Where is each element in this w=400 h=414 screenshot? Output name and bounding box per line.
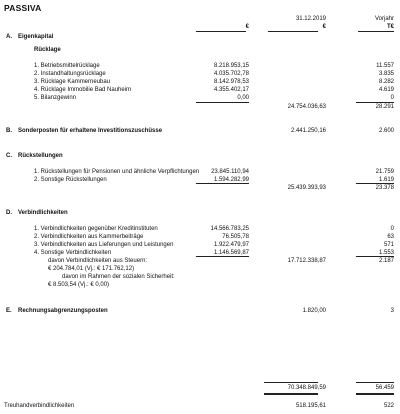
c-item-2-text: 2. Sonstige Rückstellungen xyxy=(34,177,107,183)
grand-total: 70.348.849,59 xyxy=(287,385,326,391)
a-total: 24.754.036,63 xyxy=(287,104,326,110)
a-item-3-prior: 8.282 xyxy=(378,79,394,85)
header-euro-1: € xyxy=(245,24,249,30)
d-subtotal-rule xyxy=(196,256,249,257)
a-item-5-value: 0,00 xyxy=(237,95,249,101)
a-item-1-prior: 11.557 xyxy=(376,63,394,69)
a-item-2-prior: 3.835 xyxy=(378,71,394,77)
section-c-letter: C. xyxy=(6,153,12,159)
e-total: 1.820,00 xyxy=(302,308,326,314)
header-date: 31.12.2019 xyxy=(295,16,326,22)
c-subtotal-rule xyxy=(196,183,249,184)
d-item-1-prior: 0 xyxy=(390,226,394,232)
header-rule-3 xyxy=(358,31,394,32)
d-note-4: € 8.503,54 (Vj.: € 0,00) xyxy=(48,282,110,288)
section-e-letter: E. xyxy=(6,308,12,314)
d-note-3: davon im Rahmen der sozialen Sicherheit: xyxy=(62,274,175,280)
c-total: 25.439.393,93 xyxy=(287,185,326,191)
c-item-1-value: 23.845.110,94 xyxy=(211,169,249,175)
a-item-2-text: 2. Instandhaltungsrücklage xyxy=(34,71,106,77)
a-item-3-text: 3. Rücklage Kammerneubau xyxy=(34,79,111,85)
section-e-label: Rechnungsabgrenzungsposten xyxy=(18,308,108,314)
d-item-3-prior: 571 xyxy=(383,242,394,248)
section-a-letter: A. xyxy=(6,34,12,40)
header-rule-2 xyxy=(268,31,318,32)
section-d-label: Verbindlichkeiten xyxy=(18,210,68,216)
c-prior-rule xyxy=(356,183,394,184)
header-euro-2: € xyxy=(322,24,326,30)
d-item-2-value: 76.505,78 xyxy=(222,234,249,240)
b-total-prior: 2.600 xyxy=(378,128,394,134)
grand-total-double-rule xyxy=(264,393,318,395)
section-c-label: Rückstellungen xyxy=(18,153,63,159)
d-total: 17.712.338,87 xyxy=(287,258,326,264)
c-total-prior: 23.378 xyxy=(375,185,394,191)
a-item-4-prior: 4.619 xyxy=(378,87,394,93)
grand-total-prior-rule xyxy=(356,382,394,383)
d-total-prior: 2.187 xyxy=(378,258,394,264)
c-item-2-value: 1.594.282,99 xyxy=(213,177,249,183)
a-total-prior: 28.291 xyxy=(375,104,394,110)
trust-label: Treuhandverbindlichkeiten xyxy=(4,403,75,409)
section-d-letter: D. xyxy=(6,210,12,216)
a-item-5-text: 5. Bilanzgewinn xyxy=(34,95,77,101)
a-prior-rule xyxy=(356,102,394,103)
d-item-3-value: 1.922.479,97 xyxy=(213,242,249,248)
d-item-2-text: 2. Verbindlichkeiten aus Kammerbeiträge xyxy=(34,234,144,240)
d-item-4-value: 1.146.569,87 xyxy=(213,250,249,256)
d-note-1: davon Verbindlichkeiten aus Steuern: xyxy=(48,258,148,264)
d-item-1-text: 1. Verbindlichkeiten gegenüber Kreditinstituten xyxy=(34,226,158,232)
trust-prior: 522 xyxy=(383,403,394,409)
c-item-2-prior: 1.619 xyxy=(378,177,394,183)
d-item-4-prior: 1.553 xyxy=(378,250,394,256)
d-prior-rule xyxy=(356,256,394,257)
a-item-4-text: 4. Rücklage Immobilie Bad Nauheim xyxy=(34,87,132,93)
d-item-2-prior: 63 xyxy=(387,234,394,240)
c-item-1-prior: 21.759 xyxy=(375,169,394,175)
c-item-1-text: 1. Rückstellungen für Pensionen und ähnliche Verpflichtungen xyxy=(34,169,200,175)
grand-total-prior-double-rule xyxy=(356,393,394,395)
a-subtotal-rule xyxy=(196,102,249,103)
header-prior-year: Vorjahr xyxy=(374,16,394,22)
d-item-4-text: 4. Sonstige Verbindlichkeiten xyxy=(34,250,112,256)
a-item-3-value: 8.142.978,53 xyxy=(213,79,249,85)
d-note-2: € 204.784,01 (Vj.: € 171.762,12) xyxy=(48,266,135,272)
section-a-label: Eigenkapital xyxy=(18,34,54,40)
a-item-1-value: 8.218.953,15 xyxy=(213,63,249,69)
section-b-label: Sonderposten für erhaltene Investitionszuschüsse xyxy=(18,128,163,134)
page-title: PASSIVA xyxy=(4,3,42,13)
section-b-letter: B. xyxy=(6,128,12,134)
d-item-3-text: 3. Verbindlichkeiten aus Lieferungen und Leistungen xyxy=(34,242,174,248)
d-item-1-value: 14.566.783,25 xyxy=(210,226,249,232)
section-a-sub-label: Rücklage xyxy=(34,47,61,53)
header-teuro: T€ xyxy=(386,24,394,30)
grand-total-prior: 56.459 xyxy=(375,385,394,391)
a-item-2-value: 4.035.702,78 xyxy=(213,71,249,77)
e-total-prior: 3 xyxy=(390,308,394,314)
trust-value: 518.195,61 xyxy=(295,403,326,409)
a-item-5-prior: 0 xyxy=(390,95,394,101)
grand-total-rule xyxy=(264,382,318,383)
b-total: 2.441.250,16 xyxy=(290,128,326,134)
a-item-1-text: 1. Betriebsmittelrücklage xyxy=(34,63,100,69)
a-item-4-value: 4.355.402,17 xyxy=(213,87,249,93)
header-rule-1 xyxy=(196,31,246,32)
